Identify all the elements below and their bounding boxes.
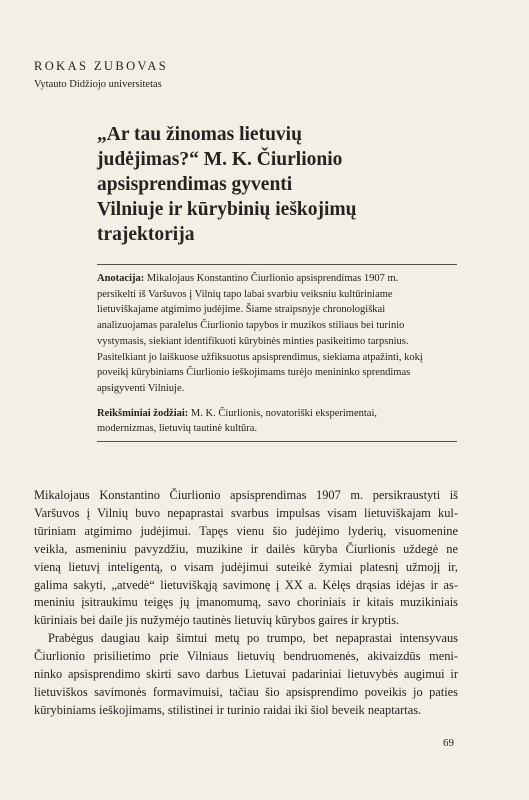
body-line: vieną lietuvį inteligentą, o visam judėjimui suteikė žymiai platesnį užmojį ir, <box>34 559 458 574</box>
title-line: trajektorija <box>97 224 195 245</box>
paragraph <box>34 630 458 720</box>
body-line: kūriniais bei daile jis nužymėjo tautinės lietuvių kūrybos gaires ir kryptis. <box>34 613 400 628</box>
abstract-line: poveikį kūrybiniams Čiurlionio ieškojimams turėjo menininko sprendimas <box>97 367 411 379</box>
paragraph <box>34 487 458 630</box>
body-text <box>34 487 458 720</box>
body-line: kūrybiniams ieškojimams, stilistinei ir turinio raidai iki šiol beveik neaptartas. <box>34 702 422 717</box>
abstract-line: persikelti iš Varšuvos į Vilnių tapo labai svarbiu veiksniu kultūriniame <box>97 288 393 300</box>
abstract-line <box>97 271 457 287</box>
title-line: Vilniuje ir kūrybinių ieškojimų <box>97 199 357 220</box>
title-line: apsisprendimas gyventi <box>97 174 293 195</box>
body-line: Čiurlionio prisilietimo prie Vilniaus lietuvių bendruomenės, akivaizdūs meni- <box>34 649 458 664</box>
abstract-line: lietuviškajame atgimimo judėjime. Šiame straipsnyje chronologiškai <box>97 304 386 316</box>
body-line: veikla, asmeniniu pavyzdžiu, muzikine ir dailės kūryba Čiurlionis uždegė ne <box>34 541 458 556</box>
title-line: „Ar tau žinomas lietuvių <box>97 124 302 145</box>
body-line: Prabėgus daugiau kaip šimtui metų po trumpo, bet nepaprastai intensyvaus <box>48 631 458 646</box>
author-name: ROKAS ZUBOVAS <box>34 59 169 73</box>
abstract-top-rule <box>97 264 457 265</box>
abstract-text: Mikalojaus Konstantino Čiurlionio apsisprendimas 1907 m. <box>144 273 399 284</box>
body-line: Varšuvos į Vilnių buvo nepaprastai svarbus impulsas visam lietuviškajam kul- <box>34 505 458 520</box>
abstract-block <box>97 271 457 437</box>
abstract-line: analizuojamas paralelus Čiurlionio tapybos ir muzikos stiliaus bei turinio <box>97 320 405 332</box>
body-line: galima sakyti, „atvedė“ lietuviškąją savimonę į XX a. Kėlęs drąsias idėjas ir as- <box>34 577 458 592</box>
author-affiliation: Vytauto Didžiojo universitetas <box>34 79 162 90</box>
keywords-line <box>97 406 457 422</box>
body-line: ninko apsisprendimo skirti savo darbus Lietuvai padariniai lietuvybės augimui ir <box>34 667 458 682</box>
keywords-line: modernizmas, lietuvių tautinė kultūra. <box>97 423 258 435</box>
abstract-bottom-rule <box>97 441 457 442</box>
title-line: judėjimas?“ M. K. Čiurlionio <box>97 149 343 170</box>
article-title <box>97 122 497 247</box>
body-line: meniniu įsitraukimu teigęs jų įmanomumą, savo choriniais ir kitais muzikiniais <box>34 595 458 610</box>
abstract-line: vystymasis, siekiant identifikuoti kūrybinės minties pasikeitimo tarpsnius. <box>97 335 409 347</box>
abstract-line: apsigyventi Vilniuje. <box>97 382 185 394</box>
body-line: tūriniam atgimimo judėjimui. Tapęs vienu šio judėjimo lyderių, visuomenine <box>34 523 458 538</box>
keywords-block <box>97 406 457 437</box>
abstract-line: Pasitelkiant jo laiškuose užfiksuotus apsisprendimus, siekiama atpažinti, kokį <box>97 351 423 363</box>
page-number: 69 <box>443 737 454 749</box>
keywords-text: M. K. Čiurlionis, novatoriški eksperimentai, <box>188 407 377 419</box>
body-line: Mikalojaus Konstantino Čiurlionio apsisprendimas 1907 m. persikraustyti iš <box>34 488 458 502</box>
body-line: lietuviškos savimonės formavimuisi, tačiau šio apsisprendimo poveikis jo paties <box>34 684 458 699</box>
keywords-label: Reikšminiai žodžiai: <box>97 407 189 419</box>
abstract-label: Anotacija: <box>97 273 145 284</box>
